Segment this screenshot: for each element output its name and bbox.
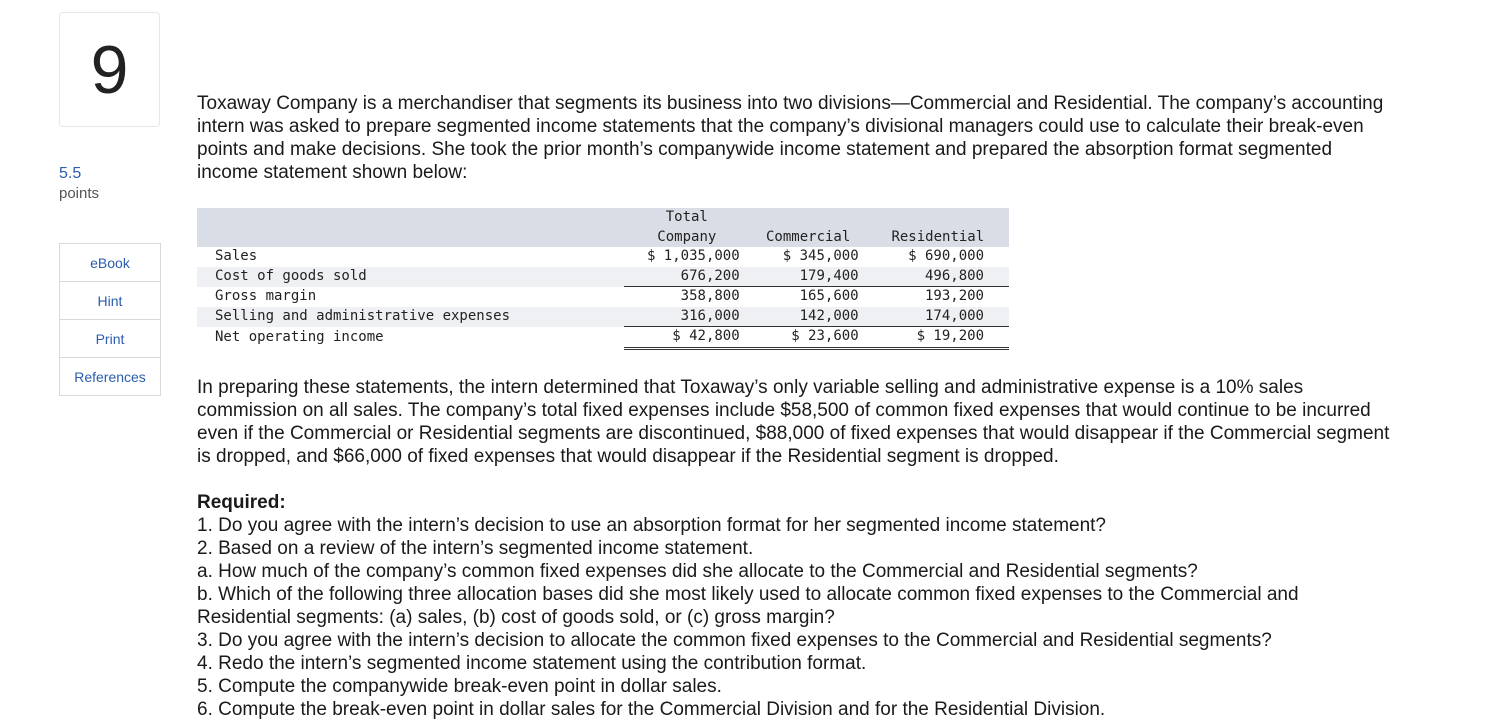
required-item: 1. Do you agree with the intern’s decision to use an absorption format for her segmented income statement? [197, 515, 1106, 536]
required-item: 3. Do you agree with the intern’s decision to allocate the common fixed expenses to the Commercial and Residential segments? [197, 630, 1272, 651]
cell-total: 316,000 [624, 307, 750, 327]
points-label: points [59, 185, 100, 202]
table-row [197, 327, 1009, 349]
question-intro [197, 92, 1397, 184]
cell-residential: $ 19,200 [867, 327, 1009, 349]
question-number: 9 [59, 12, 160, 127]
required-item: a. How much of the company’s common fixed expenses did she allocate to the Commercial and Residential segments? [197, 561, 1198, 582]
required-section [197, 491, 1397, 721]
header-commercial: Commercial [750, 228, 867, 248]
cell-commercial: 165,600 [799, 288, 859, 304]
table-row [197, 287, 1009, 307]
segmented-income-statement [197, 208, 1009, 350]
print-button[interactable]: Print [60, 320, 160, 358]
cell-commercial: 179,400 [750, 267, 867, 287]
row-label: Sales [215, 248, 258, 264]
required-item: 5. Compute the companywide break-even point in dollar sales. [197, 676, 722, 697]
required-title: Required: [197, 492, 286, 513]
cell-commercial: 142,000 [750, 307, 867, 327]
row-label: Selling and administrative expenses [197, 307, 624, 327]
ebook-button[interactable]: eBook [60, 244, 160, 282]
cell-commercial: $ 23,600 [750, 327, 867, 349]
cell-residential: 174,000 [867, 307, 1009, 327]
table-row [197, 247, 1009, 267]
hint-button[interactable]: Hint [60, 282, 160, 320]
required-item: 2. Based on a review of the intern’s segmented income statement. [197, 538, 754, 559]
cell-total: 676,200 [624, 267, 750, 287]
points-value: 5.5 [59, 165, 82, 182]
cell-residential: $ 690,000 [908, 248, 984, 264]
row-label: Gross margin [215, 287, 317, 304]
header-total-line1: Total [624, 208, 750, 228]
header-row-1 [197, 208, 1009, 228]
resource-menu [59, 243, 161, 396]
cell-residential: 193,200 [924, 288, 984, 304]
cell-commercial: $ 345,000 [782, 248, 859, 264]
row-label: Net operating income [215, 328, 384, 345]
header-residential: Residential [867, 228, 1009, 248]
header-row-2 [197, 228, 1009, 248]
required-item: 6. Compute the break-even point in dollar sales for the Commercial Division and for the Residential Division. [197, 699, 1106, 720]
row-label: Cost of goods sold [197, 267, 624, 287]
table-row [197, 307, 1009, 327]
cell-residential: 496,800 [867, 267, 1009, 287]
cell-total: $ 1,035,000 [646, 248, 740, 264]
references-button[interactable]: References [74, 368, 146, 385]
details-text: In preparing these statements, the intern determined that Toxaway’s only variable selling and administrative expense is a 10% sales commission on all sales. The company’s total fixed expenses include $58,500 of common fixed expenses that would continue to be incurred even if the Commercial or Residential segments are discontinued, $88,000 of fixed expenses that would disappear if the Commercial segment is dropped, and $66,000 of fixed expenses that would disappear if the Residential segment is dropped. [197, 377, 1390, 467]
cell-total: 358,800 [680, 288, 740, 304]
table-row [197, 267, 1009, 287]
required-item: b. Which of the following three allocation bases did she most likely used to allocate common fixed expenses to the Commercial and Residential segments: (a) sales, (b) cost of goods sold, or (c) gross margin? [197, 584, 1299, 628]
required-item: 4. Redo the intern’s segmented income statement using the contribution format. [197, 653, 867, 674]
intro-text: Toxaway Company is a merchandiser that segments its business into two divisions—Commercial and Residential. The company’s accounting intern was asked to prepare segmented income statements that the company’s divisional managers could use to calculate their break-even points and make decisions. She took the prior month’s companywide income statement and prepared the absorption format segmented income statement shown below: [197, 93, 1384, 183]
cell-total: $ 42,800 [624, 327, 750, 349]
points-block [59, 164, 99, 204]
header-total-line2: Company [624, 228, 750, 248]
statement-table [197, 208, 1009, 350]
